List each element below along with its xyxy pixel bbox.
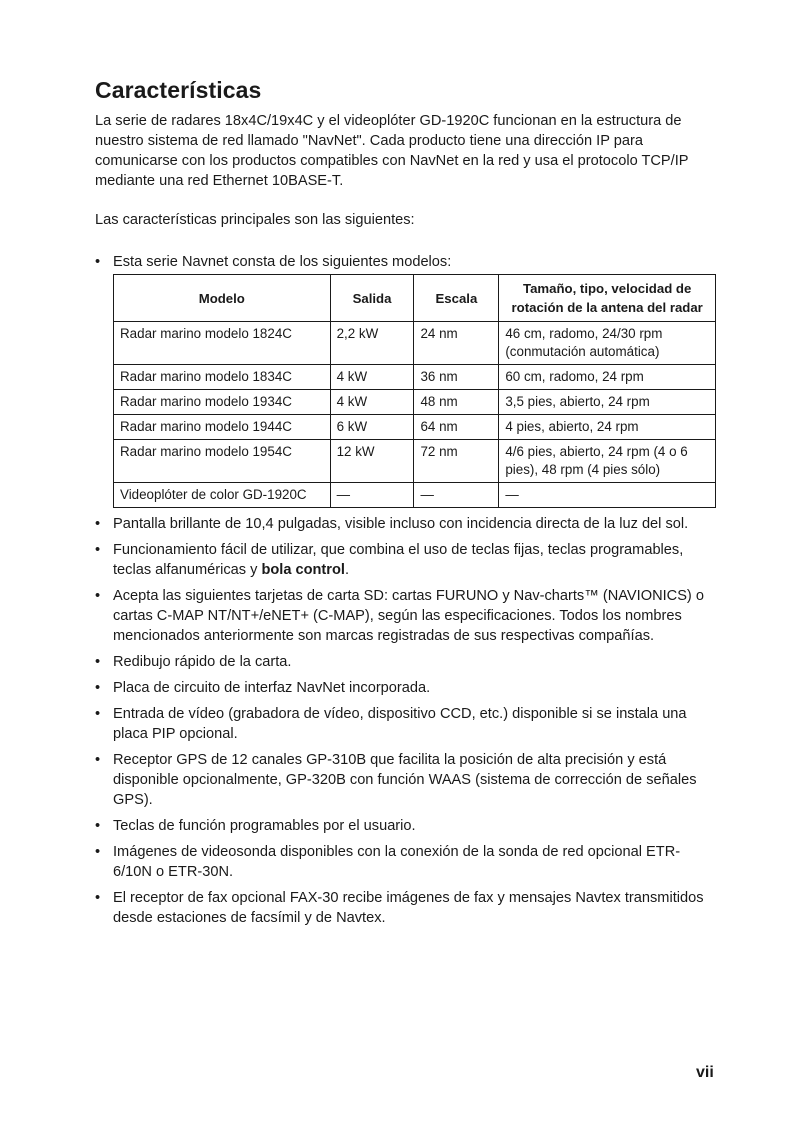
bullet-icon: •: [95, 588, 101, 604]
header-antena: Tamaño, tipo, velocidad de rotación de la antena del radar: [499, 275, 716, 322]
bullet-icon: •: [95, 516, 101, 532]
bullet-icon: •: [95, 654, 101, 670]
intro-paragraph: La serie de radares 18x4C/19x4C y el videoplóter GD-1920C funcionan en la estructura de nuestro sistema de red llamado "NavNet". Cada producto tiene una dirección IP para comunicarse con los productos compatibles con NavNet en la red y usa el protocolo TCP/IP mediante una red Ethernet 10BASE-T.: [95, 113, 689, 189]
list-item: [95, 816, 718, 836]
cell-escala: —: [414, 483, 499, 508]
list-item-bold-text: bola control: [261, 562, 345, 578]
bullet-icon: •: [95, 706, 101, 722]
list-item: [95, 514, 718, 534]
list-item-text: Placa de circuito de interfaz NavNet incorporada.: [113, 680, 431, 696]
cell-antena: 46 cm, radomo, 24/30 rpm (conmutación automática): [499, 322, 716, 365]
list-item: [95, 586, 718, 646]
cell-antena: 3,5 pies, abierto, 24 rpm: [499, 390, 716, 415]
table-body: [114, 322, 716, 508]
list-item-text: El receptor de fax opcional FAX-30 recibe imágenes de fax y mensajes Navtex transmitidos desde estaciones de facsímil y de Navtex.: [113, 890, 704, 926]
list-item-text: Pantalla brillante de 10,4 pulgadas, visible incluso con incidencia directa de la luz del sol.: [113, 516, 689, 532]
header-salida: Salida: [330, 275, 414, 322]
table-row: [114, 440, 716, 483]
list-item: [95, 678, 718, 698]
list-item-text: Esta serie Navnet consta de los siguientes modelos:: [113, 254, 452, 270]
list-item-text: Imágenes de videosonda disponibles con la conexión de la sonda de red opcional ETR-6/10N o ETR-30N.: [113, 844, 681, 880]
list-item-text: Funcionamiento fácil de utilizar, que combina el uso de teclas fijas, teclas programables, teclas alfanuméricas y: [113, 542, 684, 578]
cell-escala: 64 nm: [414, 415, 499, 440]
bullet-icon: •: [95, 818, 101, 834]
cell-antena: 60 cm, radomo, 24 rpm: [499, 365, 716, 390]
list-item: [95, 704, 718, 744]
cell-salida: 4 kW: [330, 365, 414, 390]
cell-modelo: Radar marino modelo 1834C: [114, 365, 331, 390]
list-item: [95, 652, 718, 672]
list-item-trailing-text: .: [344, 562, 350, 578]
bullet-icon: •: [95, 890, 101, 906]
bullet-icon: •: [95, 752, 101, 768]
bullet-icon: •: [95, 542, 101, 558]
feature-list: [95, 252, 718, 928]
cell-modelo: Radar marino modelo 1934C: [114, 390, 331, 415]
bullet-icon: •: [95, 254, 101, 270]
cell-modelo: Radar marino modelo 1944C: [114, 415, 331, 440]
bullet-icon: •: [95, 680, 101, 696]
list-item: [95, 540, 718, 580]
bullet-icon: •: [95, 844, 101, 860]
list-item-models: [95, 252, 718, 508]
cell-salida: —: [330, 483, 414, 508]
list-item-text: Acepta las siguientes tarjetas de carta SD: cartas FURUNO y Nav-charts™ (NAVIONICS) o cartas C-MAP NT/NT+/eNET+ (C-MAP), según las especificaciones. Todos los nombres mencionados anteriormente son marcas registradas de sus respectivas compañías.: [113, 588, 704, 644]
page-title: Características: [95, 77, 262, 103]
table-row: [114, 365, 716, 390]
header-modelo: Modelo: [114, 275, 331, 322]
list-item-text: Teclas de función programables por el usuario.: [113, 818, 416, 834]
cell-escala: 36 nm: [414, 365, 499, 390]
list-item-text: Redibujo rápido de la carta.: [113, 654, 292, 670]
cell-salida: 2,2 kW: [330, 322, 414, 365]
list-item: [95, 888, 718, 928]
list-item-text: Entrada de vídeo (grabadora de vídeo, dispositivo CCD, etc.) disponible si se instala una placa PIP opcional.: [113, 706, 687, 742]
cell-salida: 4 kW: [330, 390, 414, 415]
cell-antena: 4 pies, abierto, 24 rpm: [499, 415, 716, 440]
cell-modelo: Videoplóter de color GD-1920C: [114, 483, 331, 508]
cell-salida: 12 kW: [330, 440, 414, 483]
table-row: [114, 322, 716, 365]
list-item-text: Receptor GPS de 12 canales GP-310B que facilita la posición de alta precisión y está disponible opcionalmente, GP-320B con función WAAS (sistema de corrección de señales GPS).: [113, 752, 697, 808]
cell-salida: 6 kW: [330, 415, 414, 440]
cell-modelo: Radar marino modelo 1824C: [114, 322, 331, 365]
list-item: [95, 842, 718, 882]
list-item: [95, 750, 718, 810]
document-page: [95, 76, 718, 934]
table-row: [114, 415, 716, 440]
header-escala: Escala: [414, 275, 499, 322]
table-row: [114, 390, 716, 415]
cell-antena: —: [499, 483, 716, 508]
table-row: [114, 483, 716, 508]
cell-escala: 24 nm: [414, 322, 499, 365]
page-number: vii: [696, 1064, 714, 1081]
cell-escala: 72 nm: [414, 440, 499, 483]
table-header-row: [114, 275, 716, 322]
lead-paragraph: Las características principales son las siguientes:: [95, 212, 415, 228]
cell-antena: 4/6 pies, abierto, 24 rpm (4 o 6 pies), 48 rpm (4 pies sólo): [499, 440, 716, 483]
cell-escala: 48 nm: [414, 390, 499, 415]
models-table: [113, 274, 716, 508]
cell-modelo: Radar marino modelo 1954C: [114, 440, 331, 483]
